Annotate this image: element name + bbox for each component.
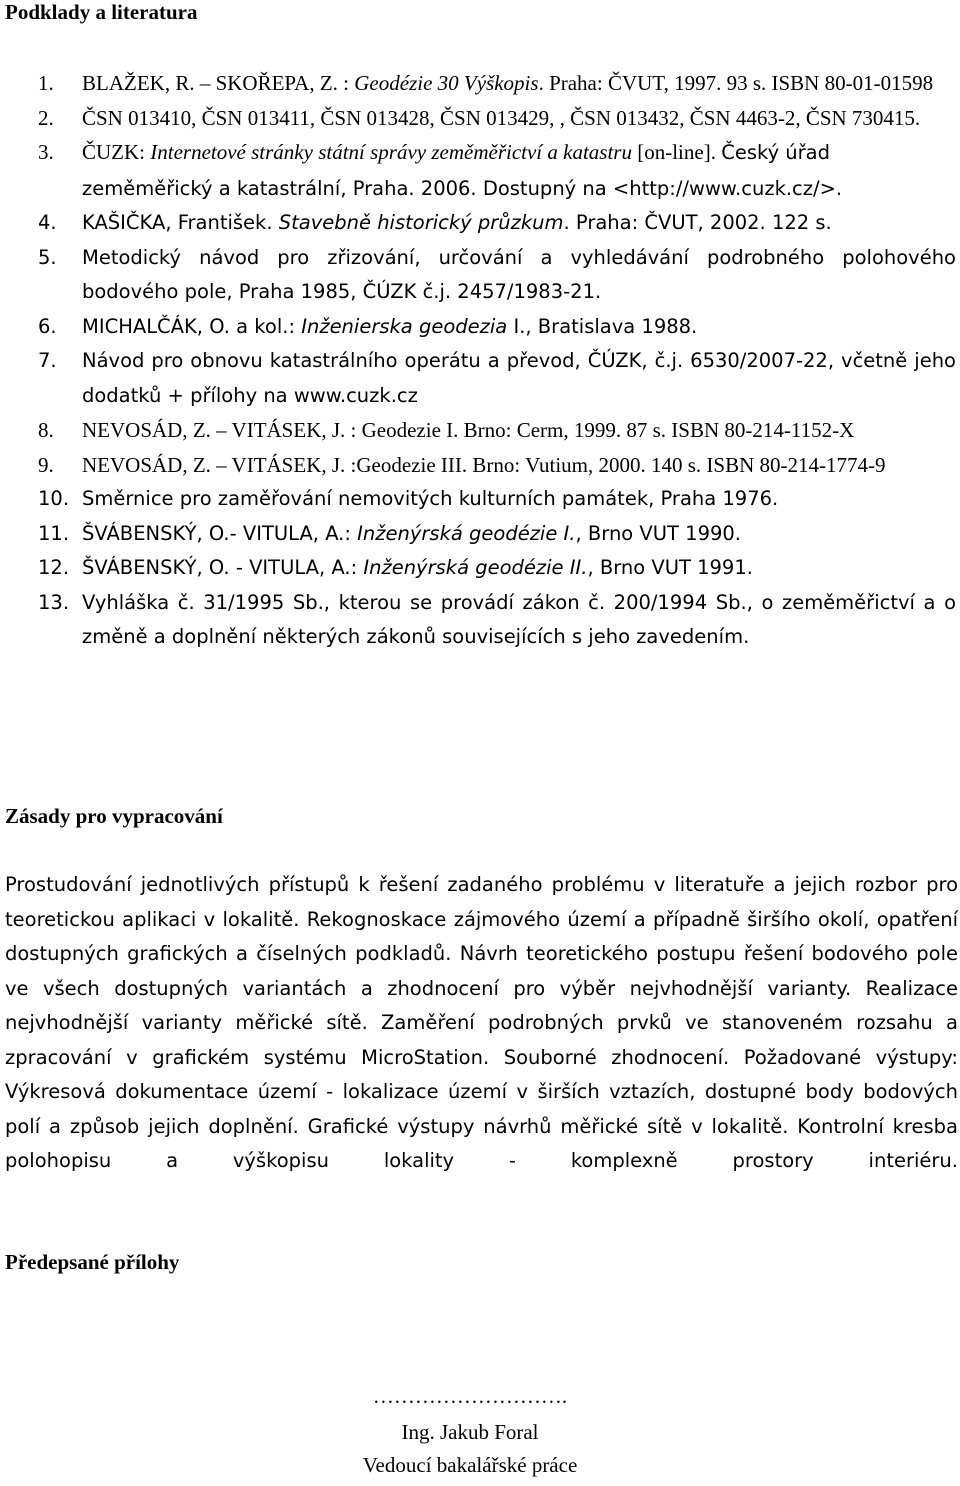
reference-title: Inženierska geodezia xyxy=(301,314,508,338)
reference-text: NEVOSÁD, Z. – VITÁSEK, J. : Geodezie I. Brno: Cerm, 1999. 87 s. ISBN 80-214-1152-X xyxy=(82,418,855,442)
reference-text: ŠVÁBENSKÝ, O. - VITULA, A.: xyxy=(82,556,364,579)
guidelines-heading: Zásady pro vypracování xyxy=(5,804,223,828)
reference-text-tail: . Praha: ČVUT, 2002. 122 s. xyxy=(563,211,832,234)
reference-text: ČUZK: xyxy=(82,140,151,164)
reference-text: BLAŽEK, R. – SKOŘEPA, Z. : xyxy=(82,71,355,95)
reference-text: MICHALČÁK, O. a kol.: xyxy=(82,314,302,338)
reference-item-13 xyxy=(0,586,960,655)
reference-text: ČSN 013410, ČSN 013411, ČSN 013428, ČSN 013429, , ČSN 013432, ČSN 4463-2, ČSN 730415. xyxy=(82,105,921,130)
supervisor-name: Ing. Jakub Foral xyxy=(401,1420,539,1444)
reference-title: Stavebně historický průzkum xyxy=(278,211,564,234)
reference-text: Vyhláška č. 31/1995 Sb., kterou se provádí zákon č. 200/1994 Sb., o zeměměřictví a o změně a doplnění některých zákonů souvisejících s jeho zavedením. xyxy=(82,590,956,648)
reference-text: ŠVÁBENSKÝ, O.- VITULA, A.: xyxy=(82,521,358,545)
signature-line: ………………………. xyxy=(372,1384,568,1408)
reference-item-5 xyxy=(0,241,960,310)
supervisor-role: Vedoucí bakalářské práce xyxy=(362,1453,578,1477)
reference-item-6 xyxy=(0,310,960,345)
reference-text-source: Český úřad zeměměřický a katastrální, Praha. 2006. Dostupný na <http://www.cuzk.cz/>. xyxy=(82,141,843,200)
reference-item-9 xyxy=(0,448,960,483)
reference-number: 3. xyxy=(38,140,54,164)
reference-number: 10. xyxy=(38,487,70,510)
reference-number: 2. xyxy=(38,105,54,130)
reference-item-2 xyxy=(0,101,960,136)
reference-number: 8. xyxy=(38,418,54,442)
reference-text-tail: . Praha: ČVUT, 1997. 93 s. ISBN 80-01-01598 xyxy=(538,71,934,95)
reference-item-7 xyxy=(0,344,960,413)
reference-item-12 xyxy=(0,551,960,586)
reference-title: Inženýrská geodézie I. xyxy=(357,521,576,545)
guidelines-paragraph: Prostudování jednotlivých přístupů k řešení zadaného problému v literatuře a jejich rozbor pro teoretickou aplikaci v lokalitě. Rekognoskace zájmového území a případně širšího okolí, opatření dostupných grafických a číselných podkladů. Návrh teoretického postupu řešení bodového pole ve všech dostupných variantách a zhodnocení pro výběr nejvhodnější varianty. Realizace nejvhodnější varianty měřické sítě. Zaměření podrobných prvků ve stanoveném rozsahu a zpracování v grafickém systému MicroStation. Souborné zhodnocení. Požadované výstupy: Výkresová dokumentace území - lokalizace území v širších vztazích, dostupné body bodových polí a způsob jejich doplnění. Grafické výstupy návrhů měřické sítě v lokalitě. Kontrolní kresba polohopisu a výškopisu lokality - komplexně prostory interiéru. xyxy=(5,873,958,1172)
reference-number: 11. xyxy=(38,521,70,545)
reference-number: 9. xyxy=(38,452,54,477)
reference-item-3 xyxy=(0,135,960,206)
reference-number: 12. xyxy=(38,556,70,579)
reference-list xyxy=(0,66,960,655)
reference-text-tail: [on-line]. xyxy=(631,140,722,164)
reference-number: 5. xyxy=(38,245,57,269)
reference-title: Inženýrská geodézie II. xyxy=(363,556,588,579)
reference-number: 6. xyxy=(38,314,57,338)
reference-text-tail: I., Bratislava 1988. xyxy=(507,314,698,338)
reference-text: Směrnice pro zaměřování nemovitých kulturních památek, Praha 1976. xyxy=(82,487,779,510)
reference-number: 1. xyxy=(38,71,54,95)
reference-text: KAŠIČKA, František. xyxy=(82,211,279,234)
reference-text: NEVOSÁD, Z. – VITÁSEK, J. :Geodezie III. Brno: Vutium, 2000. 140 s. ISBN 80-214-1774-9 xyxy=(82,452,886,477)
reference-text: Metodický návod pro zřizování, určování a vyhledávání podrobného polohového bodového pole, Praha 1985, ČÚZK č.j. 2457/1983-21. xyxy=(82,245,956,303)
reference-title: Internetové stránky státní správy zeměměřictví a katastru xyxy=(150,140,632,164)
reference-text-tail: , Brno VUT 1990. xyxy=(575,521,741,545)
reference-item-10 xyxy=(0,482,960,517)
reference-number: 13. xyxy=(38,590,70,614)
reference-item-1 xyxy=(0,66,960,101)
reference-item-8 xyxy=(0,413,960,448)
attachments-heading: Předepsané přílohy xyxy=(5,1250,180,1274)
reference-number: 4. xyxy=(38,211,57,234)
literature-heading: Podklady a literatura xyxy=(5,0,198,24)
reference-item-11 xyxy=(0,517,960,552)
reference-number: 7. xyxy=(38,349,57,372)
reference-text-tail: , Brno VUT 1991. xyxy=(587,556,753,579)
reference-item-4 xyxy=(0,206,960,241)
reference-title: Geodézie 30 Výškopis xyxy=(354,71,539,95)
reference-text: Návod pro obnovu katastrálního operátu a převod, ČÚZK, č.j. 6530/2007-22, včetně jeho dodatků + přílohy na www.cuzk.cz xyxy=(82,349,956,407)
